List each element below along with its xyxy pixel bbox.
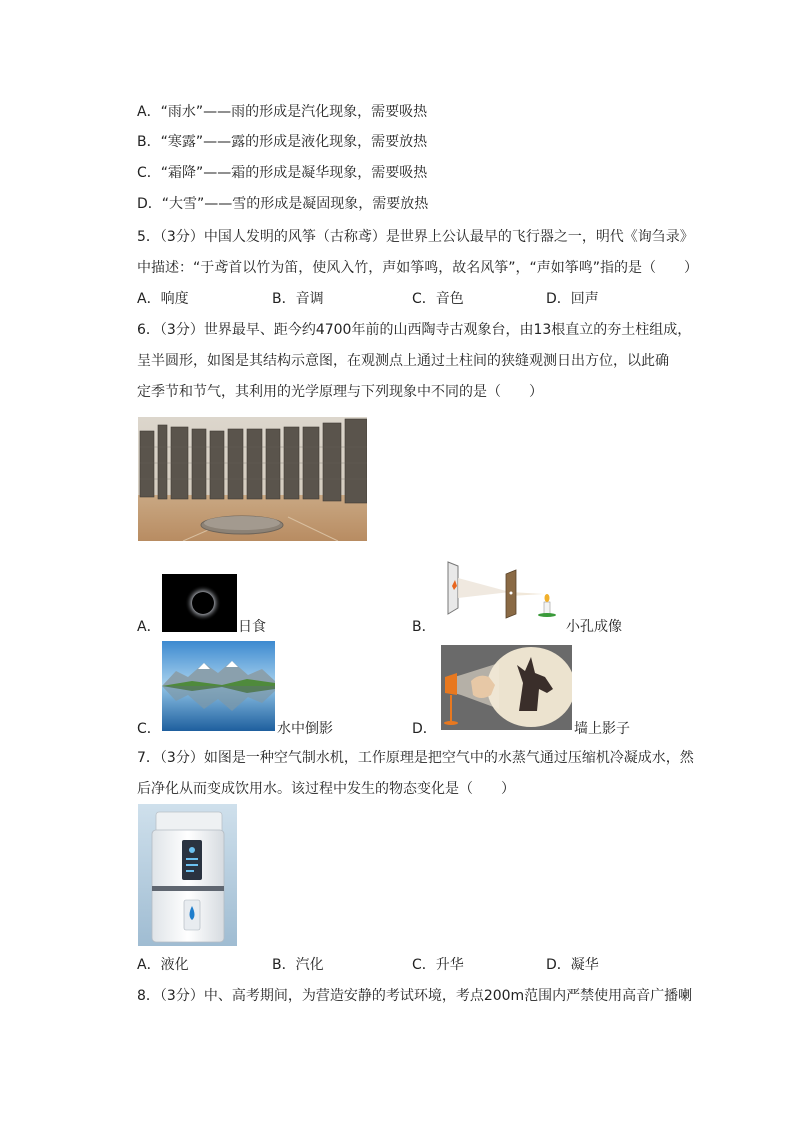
solar-eclipse-image — [162, 574, 237, 632]
q6-stem-line2: 呈半圆形，如图是其结构示意图，在观测点上通过土柱间的狭缝观测日出方位，以此确 — [137, 353, 669, 369]
water-reflection-image — [162, 641, 275, 731]
q5-option-d: D．回声 — [546, 291, 599, 307]
q5-option-c: C．音色 — [412, 291, 464, 307]
q5-option-a: A．响度 — [137, 291, 189, 307]
q7-stem-line2: 后净化从而变成饮用水。该过程中发生的物态变化是（ ） — [137, 781, 515, 797]
q6-option-a-letter: A． — [137, 619, 161, 635]
q7-option-a: A．液化 — [137, 957, 189, 973]
q6-stem-line3: 定季节和节气，其利用的光学原理与下列现象中不同的是（ ） — [137, 384, 543, 400]
q6-option-c-caption: 水中倒影 — [277, 721, 333, 737]
q8-stem-line1: 8．（3分）中、高考期间，为营造安静的考试环境，考点200m范围内严禁使用高音广播喇 — [137, 988, 693, 1004]
wall-shadow-image — [441, 645, 572, 730]
observatory-photo — [138, 417, 367, 541]
q6-option-d-letter: D． — [412, 721, 437, 737]
q4-option-b: B．“寒露”——露的形成是液化现象，需要放热 — [137, 134, 428, 150]
q6-option-b-letter: B． — [412, 619, 436, 635]
q4-option-c: C．“霜降”——霜的形成是凝华现象，需要吸热 — [137, 165, 428, 181]
q6-option-d-caption: 墙上影子 — [574, 721, 630, 737]
q7-option-b: B．汽化 — [272, 957, 324, 973]
q7-stem-line1: 7．（3分）如图是一种空气制水机，工作原理是把空气中的水蒸气通过压缩机冷凝成水，然 — [137, 750, 694, 766]
q7-option-d: D．凝华 — [546, 957, 599, 973]
q7-option-c: C．升华 — [412, 957, 464, 973]
q4-option-a: A．“雨水”——雨的形成是汽化现象，需要吸热 — [137, 104, 428, 120]
air-water-machine-image — [138, 804, 237, 946]
q6-option-b-caption: 小孔成像 — [566, 619, 622, 635]
q5-stem-line2: 中描述：“于鸢首以竹为笛，使风入竹，声如筝鸣，故名风筝”，“声如筝鸣”指的是（ ） — [137, 260, 699, 276]
q6-option-a-caption: 日食 — [238, 619, 266, 635]
q6-option-c-letter: C． — [137, 721, 161, 737]
pinhole-imaging-image — [440, 556, 565, 622]
q6-stem-line1: 6．（3分）世界最早、距今约4700年前的山西陶寺古观象台，由13根直立的夯土柱组成， — [137, 322, 692, 338]
q5-stem-line1: 5．（3分）中国人发明的风筝（古称鸢）是世界上公认最早的飞行器之一，明代《询刍录》 — [137, 229, 694, 245]
q4-option-d: D．“大雪”——雪的形成是凝固现象，需要放热 — [137, 196, 429, 212]
q5-option-b: B．音调 — [272, 291, 324, 307]
